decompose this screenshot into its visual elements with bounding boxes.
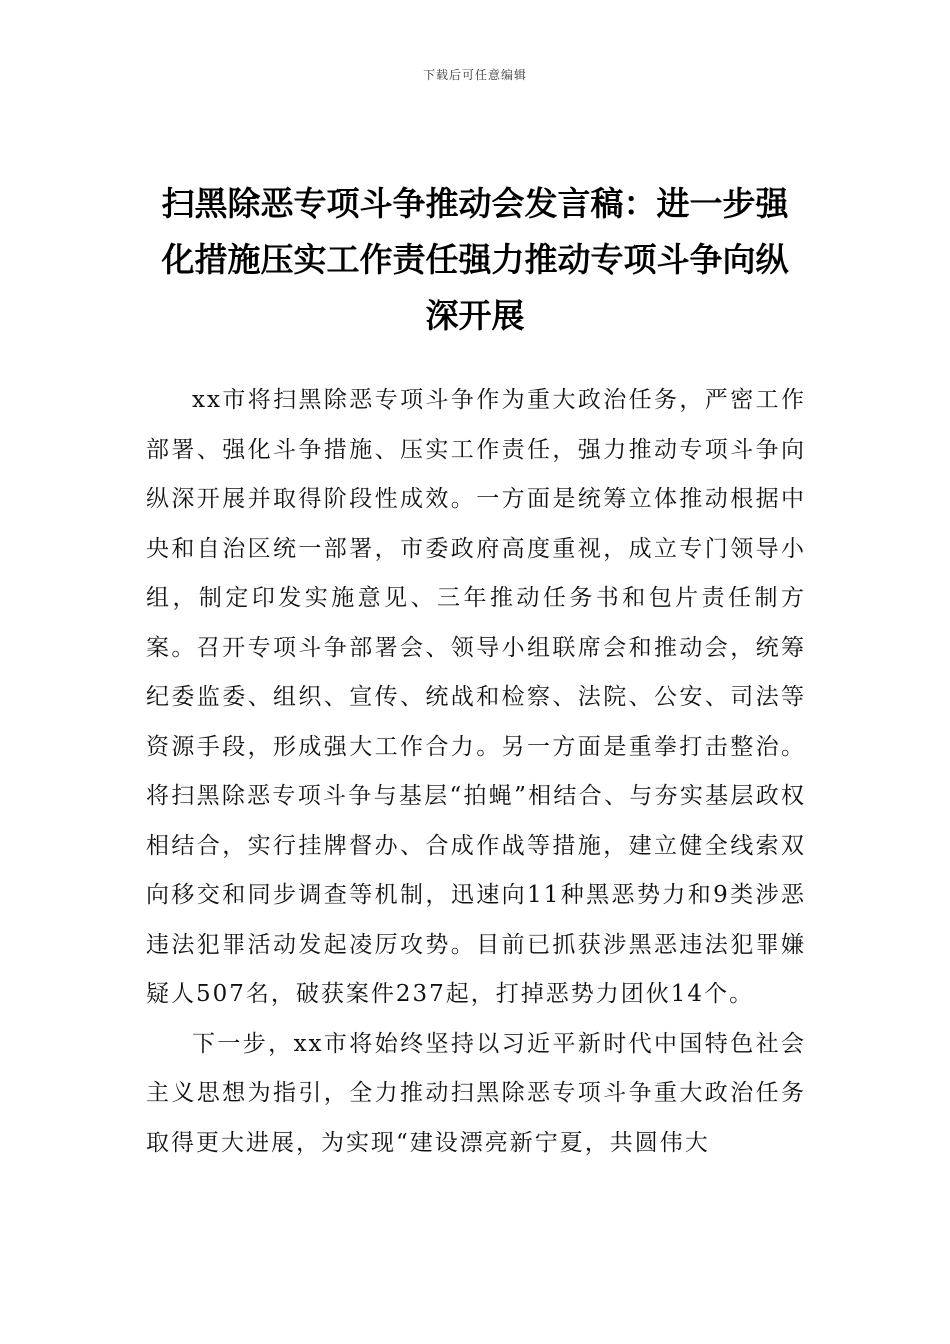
body-paragraph-2: 下一步，xx市将始终坚持以习近平新时代中国特色社会主义思想为指引，全力推动扫黑除恶专项斗争重大政治任务取得更大进展，为实现“建设漂亮新宁夏，共圆伟大 [146,1030,806,1156]
body-paragraph-1: xx市将扫黑除恶专项斗争作为重大政治任务，严密工作部署、强化斗争措施、压实工作责任，强力推动专项斗争向纵深开展并取得阶段性成效。一方面是统筹立体推动根据中央和自治区统一部署，市委政府高度重视，成立专门领导小组，制定印发实施意见、三年推动任务书和包片责任制方案。召开专项斗争部署会、领导小组联席会和推动会，统筹纪委监委、组织、宣传、统战和检察、法院、公安、司法等资源手段，形成强大工作合力。另一方面是重拳打击整治。将扫黑除恶专项斗争与基层“拍蝇”相结合、与夯实基层政权相结合，实行挂牌督办、合成作战等措施，建立健全线索双向移交和同步调查等机制，迅速向11种黑恶势力和9类涉恶违法犯罪活动发起凌厉攻势。目前已抓获涉黑恶违法犯罪嫌疑人507名，破获案件237起，打掉恶势力团伙14个。 [146,387,806,1007]
document-title: 扫黑除恶专项斗争推动会发言稿：进一步强化措施压实工作责任强力推动专项斗争向纵深开展 [161,184,789,335]
header-note: 下载后可任意编辑 [422,68,527,82]
document-body [146,376,806,1168]
